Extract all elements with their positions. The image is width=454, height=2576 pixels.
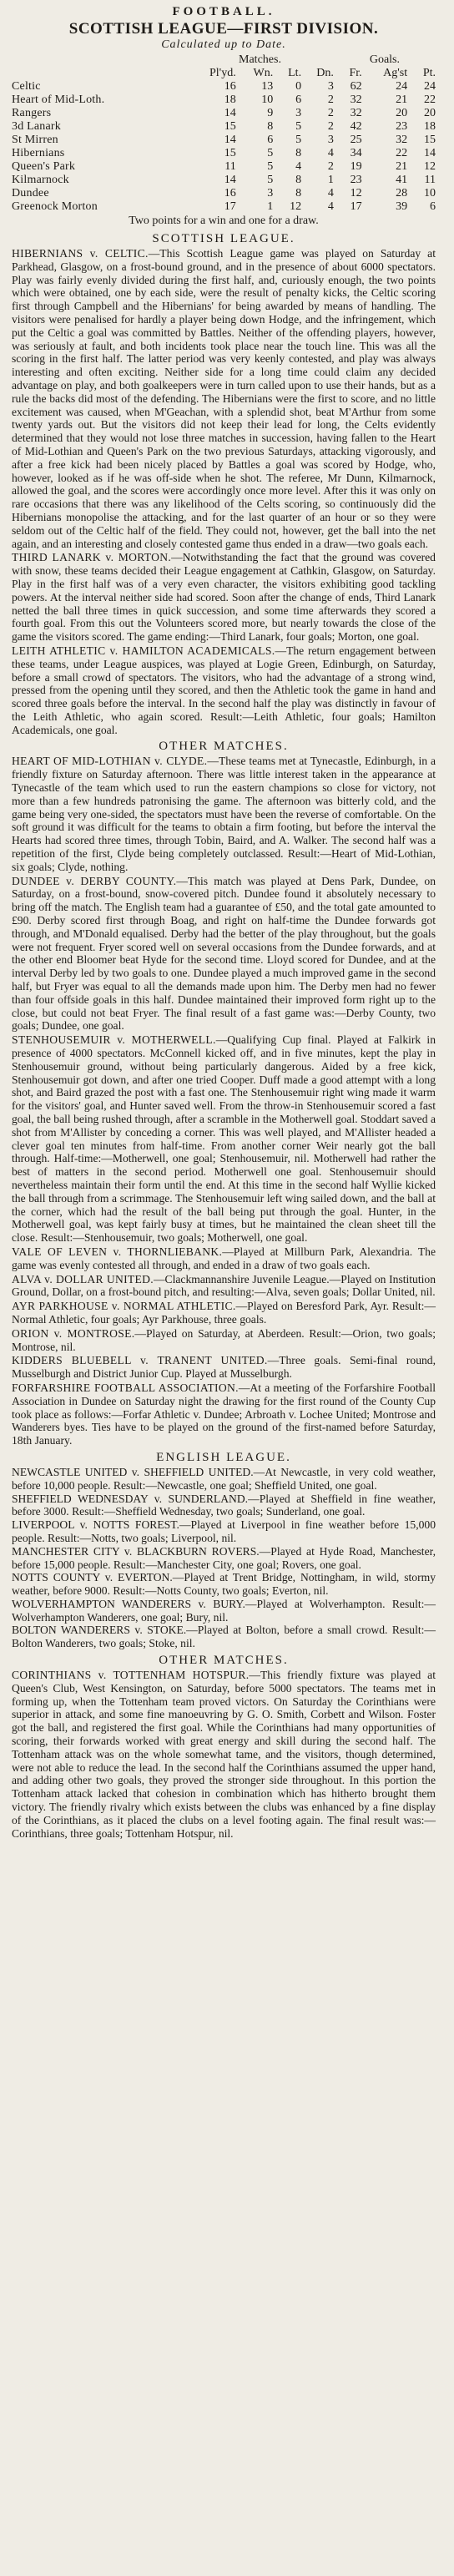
points: 22 [424, 93, 436, 106]
result-lead: NOTTS COUNTY v. EVERTON. [12, 1571, 173, 1584]
goals-against: 20 [396, 107, 408, 119]
result-item [12, 1493, 436, 1519]
goals-for: 17 [350, 200, 362, 213]
group-goals-label: Goals. [369, 53, 400, 66]
result-item [12, 1545, 436, 1572]
won: 8 [267, 120, 274, 133]
report-lead: ORION v. MONTROSE. [12, 1326, 135, 1340]
goals-against: 23 [396, 120, 408, 133]
played: 15 [224, 147, 236, 159]
result-body: —Played at Trent Bridge, Nottingham, in wild, stormy weather, before 9000. Result:—Notts County, two goals; Everton, nil. [12, 1571, 436, 1598]
goals-for: 34 [350, 147, 362, 159]
team-name: 3d Lanark [12, 120, 61, 133]
goals-for: 23 [350, 174, 362, 186]
points: 11 [424, 174, 436, 186]
report-body: —At a meeting of the Forfarshire Football Association in Dundee on Saturday night the drawing for the first round of the County Cup took place as follows:—Forfar Athletic v. Dundee; Arbroath v. Lochee United; Montrose and Wanderers byes. Ties have to be played on the ground of the first-named before Saturday, 18th January. [12, 1381, 436, 1447]
league-title: SCOTTISH LEAGUE—FIRST DIVISION. [68, 20, 379, 38]
goals-for: 42 [350, 120, 362, 133]
played: 16 [224, 187, 236, 200]
report-lead: ALVA v. DOLLAR UNITED. [12, 1272, 154, 1285]
drawn: 3 [327, 80, 334, 93]
drawn: 3 [327, 134, 334, 146]
result-lead: SHEFFIELD WEDNESDAY v. SUNDERLAND. [12, 1492, 249, 1505]
report-lead: AYR PARKHOUSE v. NORMAL ATHLETIC. [12, 1300, 236, 1313]
result-item [12, 1598, 436, 1624]
other-matches-heading: OTHER MATCHES. [159, 740, 289, 754]
match-report [12, 551, 436, 644]
match-report [12, 1669, 436, 1840]
scottish-league-heading: SCOTTISH LEAGUE. [152, 232, 295, 245]
report-body: —Clackmannanshire Juvenile League.—Played on Institution Ground, Dollar, on a frost-bound pitch, and resulting:—Alva, seven goals; Dollar United, nil. [12, 1272, 436, 1299]
team-name: Celtic [12, 80, 41, 93]
result-lead: LIVERPOOL v. NOTTS FOREST. [12, 1518, 179, 1532]
goals-for: 19 [350, 160, 362, 173]
table-row [12, 160, 436, 174]
team-name: Kilmarnock [12, 174, 69, 186]
report-body: —This match was played at Dens Park, Dundee, on Saturday, on a frost-bound, snow-covered pitch. Dundee found it absolutely necessary to bring off the match. The English team had a guarantee of £50, and the total gate amounted to £90. Derby scored first through Boag, and right on half-time the Dundee forwards got through, and M'Donald equalised. Derby had the better of the play throughout, but the goals were not frequent. Fryer scored well on several occasions from the Dundee forwards, and at the other end Bloomer beat Hyde for the second time. Lloyd scored for Dundee, and at the interval Derby led by two goals to one. Dundee played a much improved game in the second half, but Fryer was equal to all the demands made upon him. The Derby men had no fewer than four offside goals in this half. Dundee maintained their improved form right up to the close, but could not beat Fryer. The final result of a fast game was:—Derby County, two goals; Dundee, one goal. [12, 874, 436, 1033]
won: 6 [267, 134, 274, 146]
match-report [12, 1300, 436, 1326]
table-row [12, 107, 436, 120]
report-body: —The return engagement between these teams, under League auspices, was played at Logie Green, Edinburgh, on Saturday, before a small crowd of spectators. The visitors, who had the advantage of a strong wind, pressed from the opening until they scored, and then the Athletic took the game in hand and scored three goals before the interval. In the second half the play was distinctly in favour of the Leith Athletic, who again scored. Result:—Leith Athletic, four goals; Hamilton Academicals, one goal. [12, 644, 436, 736]
points: 14 [424, 147, 436, 159]
report-lead: FORFARSHIRE FOOTBALL ASSOCIATION. [12, 1381, 239, 1394]
table-row [12, 120, 436, 134]
match-report [12, 755, 436, 873]
played: 11 [224, 160, 236, 173]
table-header-row [12, 67, 436, 80]
result-body: —Played at Sheffield in fine weather, before 3000. Result:—Sheffield Wednesday, two goals; Sunderland, one goal. [12, 1492, 436, 1518]
won: 5 [267, 147, 274, 159]
table-row [12, 93, 436, 107]
match-report [12, 1245, 436, 1272]
result-body: —Played at Bolton, before a small crowd. Result:—Bolton Wanderers, two goals; Stoke, nil. [12, 1624, 436, 1650]
result-lead: BOLTON WANDERERS v. STOKE. [12, 1624, 187, 1637]
played: 14 [224, 134, 236, 146]
report-lead: DUNDEE v. DERBY COUNTY. [12, 874, 177, 887]
col-lost: Lt. [288, 67, 302, 79]
report-body: —Played at Millburn Park, Alexandria. The game was evenly contested all through, and ended in a draw of two goals each. [12, 1245, 436, 1271]
report-body: —Played on Saturday, at Aberdeen. Result:—Orion, two goals; Montrose, nil. [12, 1326, 436, 1353]
table-row [12, 80, 436, 93]
points: 12 [424, 160, 436, 173]
points: 20 [424, 107, 436, 119]
report-lead: THIRD LANARK v. MORTON. [12, 551, 172, 564]
goals-against: 21 [396, 93, 408, 106]
group-matches-label: Matches. [239, 53, 281, 66]
drawn: 2 [327, 93, 334, 106]
team-name: Queen's Park [12, 160, 76, 173]
result-body: —At Newcastle, in very cold weather, before 10,000 people. Result:—Newcastle, one goal; Sheffield United, one goal. [12, 1465, 436, 1492]
played: 16 [224, 80, 236, 93]
team-name: Greenock Morton [12, 200, 98, 213]
col-for: Fr. [349, 67, 362, 79]
table-row [12, 147, 436, 160]
goals-against: 41 [396, 174, 408, 186]
lost: 8 [295, 147, 302, 159]
english-other-matches-heading: OTHER MATCHES. [159, 1654, 289, 1668]
table-row [12, 187, 436, 200]
col-played: Pl'yd. [209, 67, 236, 79]
result-item [12, 1466, 436, 1493]
report-body: —Qualifying Cup final. Played at Falkirk in presence of 4000 spectators. McConnell kicked off, and in five minutes, kept the play in Stenhousemuir ground, without being particularly dangerous. Aided by a free kick, Stenhousemuir got down, and after one tried Cooper. Duff made a good attempt with a long shot, and Baird grazed the post with a fast one. The Stenhousemuir right wing made it warm for the visitors' goal, and Hunter saved well. From the throw-in Stenhousemuir scored a fast goal, the ball being rushed through, after a scramble in the Motherwell goal. Stoddart saved a shot from M'Allister by conceding a corner. This was well played, and M'Allister headed a clever goal ten minutes from half-time. From another corner Weir nearly got the ball through. Half-time:—Motherwell, one goal; Stenhousemuir, nil. Motherwell had rather the best of matters in the second period. Motherwell one goal. Stenhousemuir should nevertheless maintain their form until the end. At this time in the second half Wyllie kicked the ball through from a scrimmage. The Stenhousemuir left wing sailed down, and the ball at the corner, which had the result of the ball being put through the goal. Hunter, in the Motherwell goal, was kept fairly busy at times, but he maintained the clean sheet till the close. Result:—Stenhousemuir, two goals; Motherwell, one goal. [12, 1033, 436, 1245]
report-lead: HIBERNIANS v. CELTIC. [12, 247, 149, 260]
lost: 0 [295, 80, 302, 93]
result-lead: NEWCASTLE UNITED v. SHEFFIELD UNITED. [12, 1465, 254, 1478]
english-league-heading: ENGLISH LEAGUE. [156, 1450, 291, 1464]
goals-for: 32 [350, 93, 362, 106]
drawn: 2 [327, 107, 334, 119]
played: 14 [224, 107, 236, 119]
result-item [12, 1571, 436, 1598]
lost: 3 [295, 107, 302, 119]
table-group-header [12, 53, 436, 67]
lost: 8 [295, 187, 302, 200]
calculated-note: Calculated up to Date. [161, 38, 286, 51]
team-name: Heart of Mid-Loth. [12, 93, 105, 106]
played: 14 [224, 174, 236, 186]
report-body: —This Scottish League game was played on Saturday at Parkhead, Glasgow, on a frost-bound ground, and in the presence of about 6000 spectators. Play was fairly evenly divided during the first half, and, curiously enough, the two points which were obtained, one by each side, were the result of penalty kicks, the Celtic scoring first through Campbell and the Hibernians' for being awarded by means of handling. The visitors were penalised for hardly a player being down Hodge, and the infringement, which put the Celtic a goal was committed by Battles. Neither of the offending players, however, was seriously at fault, and both incidents took place near the touch line. This was all the scoring in the first half. The latter period was very keenly contested, and play was always interesting and often exciting. Neither side for a long time could claim any decided advantage on play, and both goalkeepers were in turn called upon to use their hands, but as a rule the backs did most of the defending. The Hibernians were the first to score, and no little excitement was caused, when M'Geachan, with a splendid shot, beat M'Arthur from some twenty yards out. But the visitors did not keep their lead for long, the Celts evidently determined that they would not lose three matches in succession, having fallen to the Heart of Mid-Lothian and Queen's Park on the two previous Saturdays, attacking vigorously, and after a free kick had been nicely placed by Battles a goal was scored by Hodge, who, however, looked as if he was off-side when he shot. The referee, Mr Dunn, Kilmarnock, allowed the goal, and the scores were accordingly once more level. After this it was only on rare occasions that there was any likelihood of the Celts scoring, so continuously did the Hibernians monopolise the attacking, and for the last quarter of an hour or so they were seldom out of the Celtic half of the field. They could not, however, get the ball into the net again, and an interesting and closely contested game thus ended in a draw—two goals each. [12, 247, 436, 550]
table-row [12, 200, 436, 214]
drawn: 1 [327, 174, 334, 186]
lost: 8 [295, 174, 302, 186]
team-name: Dundee [12, 187, 49, 200]
match-report [12, 1381, 436, 1447]
result-lead: WOLVERHAMPTON WANDERERS v. BURY. [12, 1597, 245, 1610]
league-table [12, 53, 436, 214]
won: 1 [267, 200, 274, 213]
won: 5 [267, 174, 274, 186]
goals-for: 62 [350, 80, 362, 93]
report-body: —Notwithstanding the fact that the ground was covered with snow, these teams decided their League engagement at Cathkin, Glasgow, on Saturday. Play in the first half was of a very even character, the visitors exhibiting good tackling powers. At the interval neither side had scored. Soon after the change of ends, Third Lanark netted the ball three times in quick succession, and some time afterwards they scored a fourth goal. From this out the Volunteers scored more, but nearly towards the close of the game the visitors scored. The game ending:—Third Lanark, four goals; Morton, one goal. [12, 551, 436, 644]
report-body: —Played on Beresford Park, Ayr. Result:—Normal Athletic, four goals; Ayr Parkhouse, three goals. [12, 1300, 436, 1326]
report-lead: LEITH ATHLETIC v. HAMILTON ACADEMICALS. [12, 644, 275, 657]
match-report [12, 1327, 436, 1354]
goals-for: 25 [350, 134, 362, 146]
result-body: —Played at Wolverhampton. Result:—Wolverhampton Wanderers, one goal; Bury, nil. [12, 1597, 436, 1624]
goals-against: 21 [396, 160, 408, 173]
won: 13 [261, 80, 274, 93]
lost: 6 [295, 93, 302, 106]
table-row [12, 134, 436, 147]
col-drawn: Dn. [316, 67, 334, 79]
match-report [12, 1033, 436, 1245]
report-lead: CORINTHIANS v. TOTTENHAM HOTSPUR. [12, 1669, 250, 1682]
goals-for: 32 [350, 107, 362, 119]
goals-against: 22 [396, 147, 408, 159]
goals-against: 39 [396, 200, 408, 213]
points: 6 [430, 200, 436, 213]
report-lead: VALE OF LEVEN v. THORNLIEBANK. [12, 1245, 223, 1258]
table-row [12, 174, 436, 187]
drawn: 4 [327, 147, 334, 159]
played: 15 [224, 120, 236, 133]
points: 18 [424, 120, 436, 133]
lost: 12 [290, 200, 302, 213]
points: 10 [424, 187, 436, 200]
lost: 5 [295, 120, 302, 133]
won: 10 [261, 93, 274, 106]
report-lead: STENHOUSEMUIR v. MOTHERWELL. [12, 1033, 216, 1047]
goals-against: 28 [396, 187, 408, 200]
match-report [12, 1273, 436, 1300]
goals-against: 32 [396, 134, 408, 146]
won: 5 [267, 160, 274, 173]
report-lead: KIDDERS BLUEBELL v. TRANENT UNITED. [12, 1354, 268, 1367]
match-report [12, 875, 436, 1033]
played: 18 [224, 93, 236, 106]
team-name: Rangers [12, 107, 52, 119]
played: 17 [224, 200, 236, 213]
match-report [12, 644, 436, 737]
result-body: —Played at Liverpool in fine weather before 15,000 people. Result:—Notts, two goals; Liverpool, nil. [12, 1518, 436, 1544]
won: 9 [267, 107, 274, 119]
lost: 5 [295, 134, 302, 146]
report-body: —This friendly fixture was played at Queen's Club, West Kensington, on Saturday, before 5000 spectators. The teams met in forming up, when the Tottenham team proved victors. On Saturday the Corinthians were superior in attack, and some fine manoeuvring by G. O. Smith, Corbett and Wilson. Foster got the ball, and registered the first goal. While the Corinthians had many opportunities of scoring, their forwards worked with great energy and skill during the second half. The Tottenham attack was on the whole somewhat tame, and the visitors, though determined, were not able to reduce the lead. In the second half the Corinthians assumed the upper hand, and adding other two goals, they proved the stronger side throughout. In this portion the Tottenham attack lacked that cohesion in combination which has hitherto brought them victory. The friendly rivalry which exists between the clubs was enhanced by a fine display of the Corinthians, as it placed the clubs on a level footing again. The final result was:—Corinthians, three goals; Tottenham Hotspur, nil. [12, 1669, 436, 1840]
drawn: 4 [327, 187, 334, 200]
report-body: —Three goals. Semi-final round, Musselburgh and District Junior Cup. Played at Musselburgh. [12, 1354, 436, 1381]
team-name: Hibernians [12, 147, 65, 159]
drawn: 2 [327, 120, 334, 133]
match-report [12, 247, 436, 550]
goals-against: 24 [396, 80, 408, 93]
lost: 4 [295, 160, 302, 173]
col-points: Pt. [422, 67, 436, 79]
points-note: Two points for a win and one for a draw. [129, 215, 319, 227]
report-body: —These teams met at Tynecastle, Edinburgh, in a friendly fixture on Saturday afternoon. There was little interest taken in the appearance at Tynecastle of the team which used to run the eastern champions so close for victory, not more than a few hundreds patronising the game. The afternoon was bitterly cold, and the game being very one-sided, the spectators must have been the reverse of comfortable. On the soft ground it was difficult for the teams to obtain a firm footing, but before the interval the Hearts had scored three times, through Tobin, Baird, and A. Walker. The second half was a repetition of the first, Clyde being completely outclassed. Result:—Heart of Mid-Lothian, six goals; Clyde, nothing. [12, 755, 436, 873]
team-name: St Mirren [12, 134, 58, 146]
goals-for: 12 [350, 187, 362, 200]
result-body: —Played at Hyde Road, Manchester, before 15,000 people. Result:—Manchester City, one goal; Rovers, one goal. [12, 1544, 436, 1571]
result-lead: MANCHESTER CITY v. BLACKBURN ROVERS. [12, 1544, 260, 1558]
section-title: FOOTBALL. [172, 5, 275, 18]
drawn: 4 [327, 200, 334, 213]
won: 3 [267, 187, 274, 200]
col-against: Ag'st [383, 67, 408, 79]
result-item [12, 1518, 436, 1545]
match-report [12, 1354, 436, 1381]
result-item [12, 1624, 436, 1650]
report-lead: HEART OF MID-LOTHIAN v. CLYDE. [12, 755, 208, 768]
points: 24 [424, 80, 436, 93]
drawn: 2 [327, 160, 334, 173]
points: 15 [424, 134, 436, 146]
col-won: Wn. [253, 67, 274, 79]
